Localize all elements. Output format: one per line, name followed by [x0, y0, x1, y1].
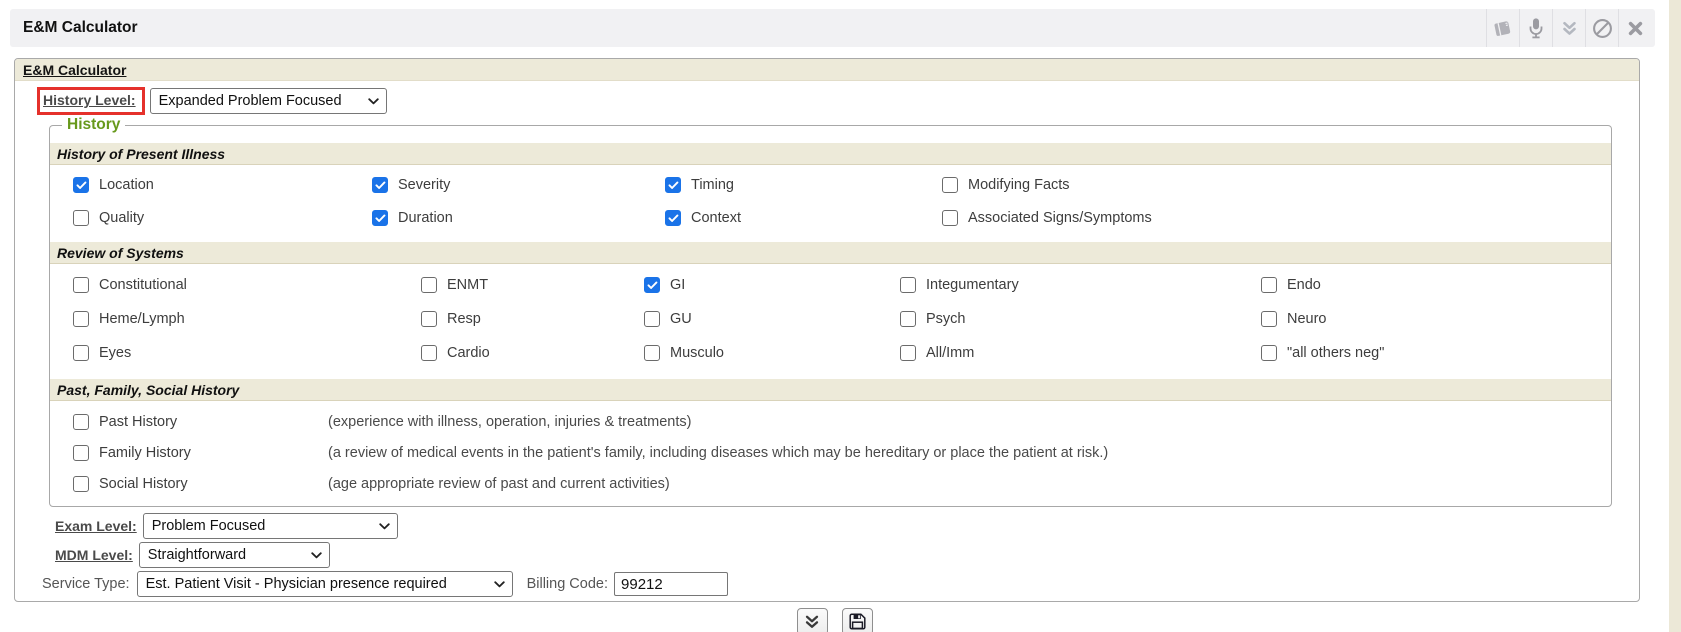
pfsh-description: (experience with illness, operation, injuries & treatments)	[328, 413, 692, 430]
checkbox-box[interactable]	[900, 345, 916, 361]
checkbox-resp[interactable]	[421, 308, 644, 330]
history-level-select[interactable]	[150, 88, 387, 114]
checkbox-label: Family History	[99, 444, 191, 461]
checkbox-all-others-neg[interactable]	[1261, 342, 1611, 364]
form-legend: E&M Calculator	[23, 61, 127, 78]
checkbox-integumentary[interactable]	[900, 274, 1261, 296]
checkbox-label: Integumentary	[926, 277, 1019, 293]
pfsh-row	[73, 437, 1611, 468]
checkbox-label: Cardio	[447, 345, 490, 361]
checkbox-box[interactable]	[73, 476, 89, 492]
checkbox-label: Duration	[398, 210, 453, 226]
checkbox-box[interactable]	[421, 277, 437, 293]
checkbox-box[interactable]	[900, 311, 916, 327]
exam-level-label[interactable]: Exam Level:	[55, 518, 137, 534]
checkbox-box[interactable]	[942, 210, 958, 226]
checkbox-box[interactable]	[644, 277, 660, 293]
checkbox-box[interactable]	[73, 345, 89, 361]
checkbox-endo[interactable]	[1261, 274, 1611, 296]
section-header-hpi: History of Present Illness	[50, 143, 1611, 165]
checkbox-box[interactable]	[942, 177, 958, 193]
hpi-checkbox-grid	[50, 165, 1611, 242]
checkbox-label: Heme/Lymph	[99, 311, 185, 327]
checkbox-gi[interactable]	[644, 274, 900, 296]
checkbox-label: Musculo	[670, 345, 724, 361]
save-icon	[848, 612, 867, 631]
checkbox-box[interactable]	[73, 311, 89, 327]
service-type-select[interactable]	[137, 571, 513, 597]
billing-code-input[interactable]	[614, 572, 728, 596]
collapse-button[interactable]	[1552, 9, 1585, 47]
checkbox-severity[interactable]	[372, 174, 665, 196]
pfsh-row	[73, 406, 1611, 437]
checkbox-box[interactable]	[665, 210, 681, 226]
checkbox-quality[interactable]	[73, 207, 372, 229]
exam-level-row	[55, 513, 1639, 539]
history-level-highlight	[37, 87, 145, 115]
checkbox-box[interactable]	[372, 177, 388, 193]
form-legend-bar	[15, 59, 1639, 81]
collapse-icon	[1561, 21, 1578, 36]
checkbox-box[interactable]	[644, 345, 660, 361]
checkbox-enmt[interactable]	[421, 274, 644, 296]
checkbox-eyes[interactable]	[73, 342, 421, 364]
mdm-level-row	[55, 542, 1639, 568]
block-button[interactable]	[1585, 9, 1618, 47]
checkbox-box[interactable]	[1261, 311, 1277, 327]
close-icon	[1628, 21, 1643, 36]
checkbox-box[interactable]	[1261, 345, 1277, 361]
checkbox-cardio[interactable]	[421, 342, 644, 364]
checkbox-label: Psych	[926, 311, 966, 327]
save-button[interactable]	[842, 608, 873, 632]
checkbox-psych[interactable]	[900, 308, 1261, 330]
checkbox-box[interactable]	[644, 311, 660, 327]
chevron-down-icon	[368, 98, 379, 105]
checkbox-family-history[interactable]	[73, 442, 328, 464]
checkbox-label: Modifying Facts	[968, 177, 1070, 193]
chevron-down-icon	[494, 581, 505, 588]
exam-level-value: Problem Focused	[151, 518, 266, 534]
pfsh-row	[73, 468, 1611, 499]
checkbox-past-history[interactable]	[73, 411, 328, 433]
checkbox-box[interactable]	[73, 277, 89, 293]
checkbox-neuro[interactable]	[1261, 308, 1611, 330]
checkbox-box[interactable]	[421, 345, 437, 361]
em-calculator-form	[14, 58, 1640, 602]
checkbox-label: GI	[670, 277, 686, 293]
toolbar	[1486, 9, 1655, 47]
collapse-button[interactable]	[797, 608, 828, 632]
history-level-value: Expanded Problem Focused	[158, 93, 342, 109]
mdm-level-select[interactable]	[139, 542, 330, 568]
service-type-value: Est. Patient Visit - Physician presence required	[145, 576, 447, 592]
close-button[interactable]	[1618, 9, 1651, 47]
checkbox-musculo[interactable]	[644, 342, 900, 364]
checkbox-box[interactable]	[73, 210, 89, 226]
history-level-label[interactable]: History Level:	[43, 92, 136, 108]
checkbox-label: Past History	[99, 413, 178, 430]
history-fieldset	[49, 116, 1612, 507]
checkbox-box[interactable]	[73, 177, 89, 193]
checkbox-label: All/Imm	[926, 345, 975, 361]
service-type-row	[42, 571, 1639, 597]
checkbox-label: Social History	[99, 475, 188, 492]
checkbox-heme-lymph[interactable]	[73, 308, 421, 330]
pfsh-description: (a review of medical events in the patient's family, including diseases which may be hereditary or place the patient at risk.)	[328, 444, 1109, 461]
checkbox-all-imm[interactable]	[900, 342, 1261, 364]
checkbox-label: Endo	[1287, 277, 1321, 293]
checkbox-label: Context	[691, 210, 741, 226]
history-level-row	[37, 87, 1639, 115]
exam-level-select[interactable]	[143, 513, 398, 539]
pfsh-description: (age appropriate review of past and current activities)	[328, 475, 670, 492]
checkbox-label: Quality	[99, 210, 145, 226]
book-button[interactable]	[1486, 9, 1519, 47]
microphone-button[interactable]	[1519, 9, 1552, 47]
history-fieldset-legend: History	[67, 116, 121, 133]
section-header-ros: Review of Systems	[50, 242, 1611, 264]
block-icon	[1592, 18, 1613, 39]
checkbox-label: Timing	[691, 177, 734, 193]
window-titlebar	[10, 9, 1655, 47]
checkbox-label: Neuro	[1287, 311, 1327, 327]
section-header-pfsh: Past, Family, Social History	[50, 379, 1611, 401]
mdm-level-value: Straightforward	[147, 547, 247, 563]
checkbox-label: GU	[670, 311, 692, 327]
checkbox-context[interactable]	[665, 207, 942, 229]
checkbox-gu[interactable]	[644, 308, 900, 330]
checkbox-box[interactable]	[73, 445, 89, 461]
checkbox-box[interactable]	[73, 414, 89, 430]
checkbox-box[interactable]	[1261, 277, 1277, 293]
chevron-down-icon	[311, 552, 322, 559]
checkbox-label: "all others neg"	[1287, 345, 1385, 361]
pfsh-rows	[50, 401, 1611, 504]
checkbox-duration[interactable]	[372, 207, 665, 229]
footer-buttons	[0, 608, 1669, 632]
checkbox-label: Severity	[398, 177, 451, 193]
book-icon	[1492, 19, 1515, 38]
checkbox-box[interactable]	[372, 210, 388, 226]
window-title: E&M Calculator	[23, 19, 138, 36]
checkbox-constitutional[interactable]	[73, 274, 421, 296]
checkbox-box[interactable]	[900, 277, 916, 293]
mdm-level-label[interactable]: MDM Level:	[55, 547, 133, 563]
checkbox-box[interactable]	[421, 311, 437, 327]
chevron-down-icon	[379, 523, 390, 530]
checkbox-label: Resp	[447, 311, 481, 327]
checkbox-location[interactable]	[73, 174, 372, 196]
checkbox-label: Eyes	[99, 345, 132, 361]
checkbox-label: Location	[99, 177, 154, 193]
microphone-icon	[1528, 17, 1544, 39]
chevrons-down-icon	[804, 615, 820, 629]
billing-code-label: Billing Code:	[526, 576, 609, 592]
checkbox-timing[interactable]	[665, 174, 942, 196]
checkbox-box[interactable]	[665, 177, 681, 193]
checkbox-associated-signs-symptoms[interactable]	[942, 207, 1611, 229]
checkbox-label: Constitutional	[99, 277, 187, 293]
ros-checkbox-grid	[50, 264, 1611, 379]
checkbox-social-history[interactable]	[73, 473, 328, 495]
checkbox-label: ENMT	[447, 277, 489, 293]
checkbox-modifying-facts[interactable]	[942, 174, 1611, 196]
checkbox-label: Associated Signs/Symptoms	[968, 210, 1152, 226]
service-type-label: Service Type:	[42, 576, 130, 592]
